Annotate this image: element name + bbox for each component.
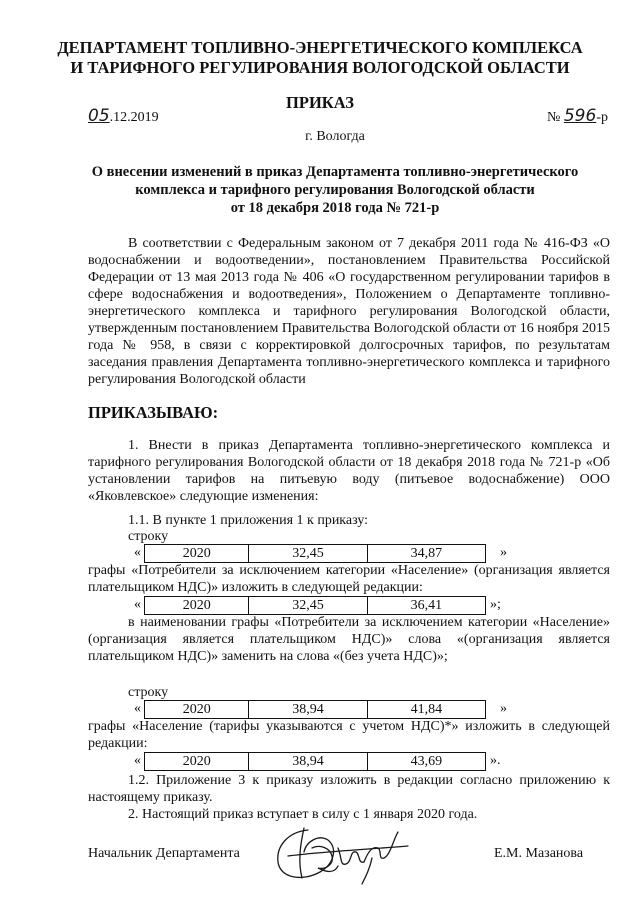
handwritten-day: 05 (88, 106, 110, 126)
number-suffix: -р (596, 110, 608, 125)
item-1-paragraph: 1. Внести в приказ Департамента топливно-энергетического комплекса и тарифного регулирования Вологодской области от 18 декабря 2018 года № 721-р «Об установлении тарифов на питьевую воду (питьевое водоснабжение) ООО «Яковлевское» следующие изменения: (88, 438, 610, 504)
row1-close-quote: » (500, 545, 507, 560)
city: г. Вологда (305, 129, 365, 144)
department-name-line2: И ТАРИФНОГО РЕГУЛИРОВАНИЯ ВОЛОГОДСКОЙ ОБЛАСТИ (70, 58, 570, 77)
text-a-paragraph: графы «Потребители за исключением категории «Население» (организация является плательщиком НДС)» изложить в следующей редакции: (88, 563, 610, 595)
preamble-paragraph: В соответствии с Федеральным законом от 7 декабря 2011 года № 416-ФЗ «О водоснабжении и водоотведении», постановлением Правительства Российской Федерации от 13 мая 2013 года № 406 «О государственном регулировании тарифов в сфере водоснабжения и водоотведения», Положением о Департаменте топливно-энергетического комплекса и тарифного регулирования Вологодской области, утвержденным постановлением Правительства Вологодской области от 16 ноября 2015 года № 958, в связи с корректировкой долгосрочных тарифов, по результатам заседания правления Департамента топливно-энергетического комплекса и тарифного регулирования Вологодской области (88, 236, 610, 387)
tariff-row-3 (144, 700, 486, 719)
row1-value1: 32,45 (249, 545, 367, 563)
tariff-row-1 (144, 544, 486, 563)
word-line-1: строку (128, 529, 169, 544)
handwritten-number: 596 (563, 106, 597, 126)
word-line-2: строку (128, 685, 169, 700)
order-word: ПРИКАЗЫВАЮ: (88, 403, 219, 422)
order-date (88, 108, 159, 126)
item-2-paragraph: 2. Настоящий приказ вступает в силу с 1 января 2020 года. (128, 807, 478, 822)
row4-close-quote: ». (490, 753, 501, 768)
order-date-rest: .12.2019 (109, 110, 159, 125)
row3-value2: 41,84 (367, 701, 485, 719)
row2-close-quote: »; (490, 597, 501, 612)
row2-value1: 32,45 (249, 597, 367, 615)
row1-year: 2020 (145, 545, 249, 563)
row3-close-quote: » (500, 701, 507, 716)
tariff-row-2 (144, 596, 486, 615)
row4-open-quote: « (134, 753, 141, 768)
row4-year: 2020 (145, 753, 249, 771)
row2-open-quote: « (134, 597, 141, 612)
handwritten-signature (268, 818, 418, 890)
order-number (547, 108, 608, 126)
text-c-paragraph: графы «Население (тарифы указываются с учетом НДС)*» изложить в следующей редакции: (88, 719, 610, 751)
row4-value1: 38,94 (249, 753, 367, 771)
tariff-row-4 (144, 752, 486, 771)
department-name-line1: ДЕПАРТАМЕНТ ТОПЛИВНО-ЭНЕРГЕТИЧЕСКОГО КОМПЛЕКСА (57, 38, 583, 57)
document-title: ПРИКАЗ (286, 93, 354, 112)
row4-value2: 43,69 (367, 753, 485, 771)
row3-value1: 38,94 (249, 701, 367, 719)
subject-line1: О внесении изменений в приказ Департамента топливно-энергетического (91, 164, 579, 180)
item-1-2-paragraph: 1.2. Приложение 3 к приказу изложить в редакции согласно приложению к настоящему приказу. (88, 773, 610, 805)
text-b-paragraph: в наименовании графы «Потребители за исключением категории «Население» (организация является плательщиком НДС)» слова «(организация является плательщиком НДС)» заменить на слова «(без учета НДС)»; (88, 615, 610, 664)
item-1-1-heading: 1.1. В пункте 1 приложения 1 к приказу: (128, 513, 369, 528)
subject-line3: от 18 декабря 2018 года № 721-р (230, 200, 440, 216)
subject-line2: комплекса и тарифного регулирования Вологодской области (135, 182, 535, 198)
signatory-position: Начальник Департамента (88, 846, 240, 861)
row3-year: 2020 (145, 701, 249, 719)
row2-year: 2020 (145, 597, 249, 615)
row1-open-quote: « (134, 545, 141, 560)
signatory-name: Е.М. Мазанова (494, 846, 584, 861)
number-sign: № (547, 110, 561, 125)
row3-open-quote: « (134, 701, 141, 716)
row2-value2: 36,41 (367, 597, 485, 615)
row1-value2: 34,87 (367, 545, 485, 563)
